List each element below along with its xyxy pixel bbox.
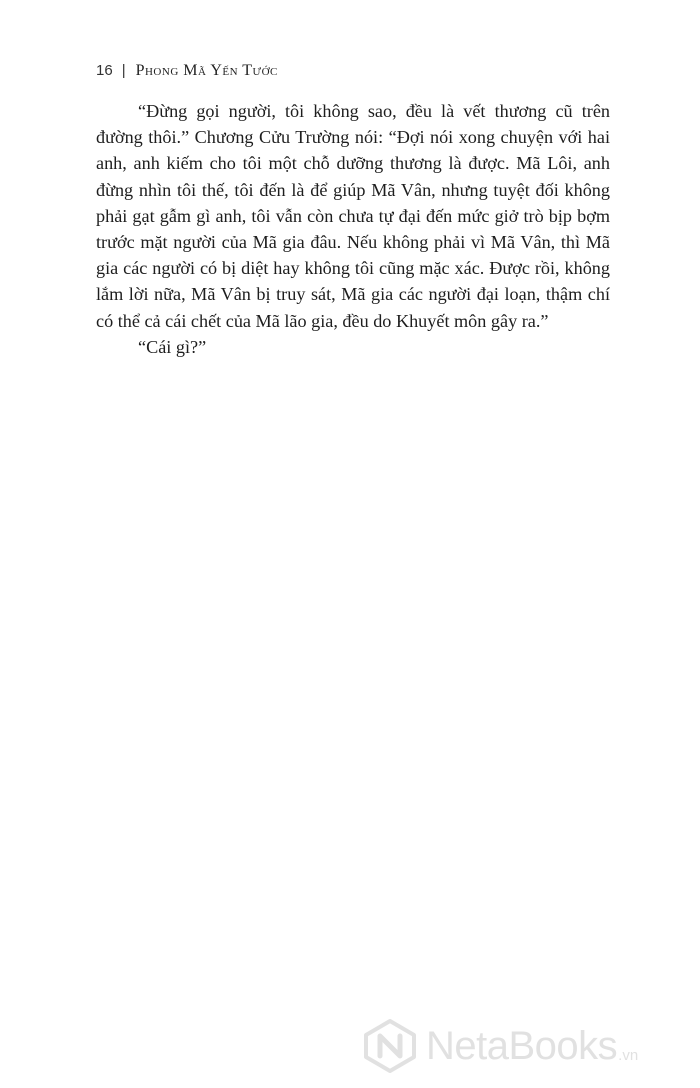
book-title: Phong Mã Yến Tước bbox=[135, 62, 278, 79]
running-header bbox=[96, 62, 278, 86]
watermark-domain: .vn bbox=[618, 1047, 639, 1064]
header-separator: | bbox=[121, 62, 126, 79]
paragraph: “Cái gì?” bbox=[138, 336, 207, 357]
body-text bbox=[96, 98, 610, 360]
page-number: 16 bbox=[96, 62, 113, 79]
netabooks-logo-icon bbox=[362, 1018, 418, 1074]
watermark bbox=[362, 1014, 638, 1078]
watermark-brand: NetaBooks bbox=[426, 1024, 618, 1068]
paragraph: “Đừng gọi người, tôi không sao, đều là vết thương cũ trên đường thôi.” Chương Cửu Trường nói: “Đợi nói xong chuyện với hai anh, anh kiếm cho tôi một chỗ dưỡng thương là được. Mã Lôi, anh đừng nhìn tôi thế, tôi đến là để giúp Mã Vân, nhưng tuyệt đối không phải gạt gẫm gì anh, tôi vẫn còn chưa tự đại đến mức giở trò bịp bợm trước mặt người của Mã gia đâu. Nếu không phải vì Mã Vân, thì Mã gia các người có bị diệt hay không tôi cũng mặc xác. Được rồi, không lắm lời nữa, Mã Vân bị truy sát, Mã gia các người đại loạn, thậm chí có thể cả cái chết của Mã lão gia, đều do Khuyết môn gây ra.” bbox=[96, 101, 610, 331]
